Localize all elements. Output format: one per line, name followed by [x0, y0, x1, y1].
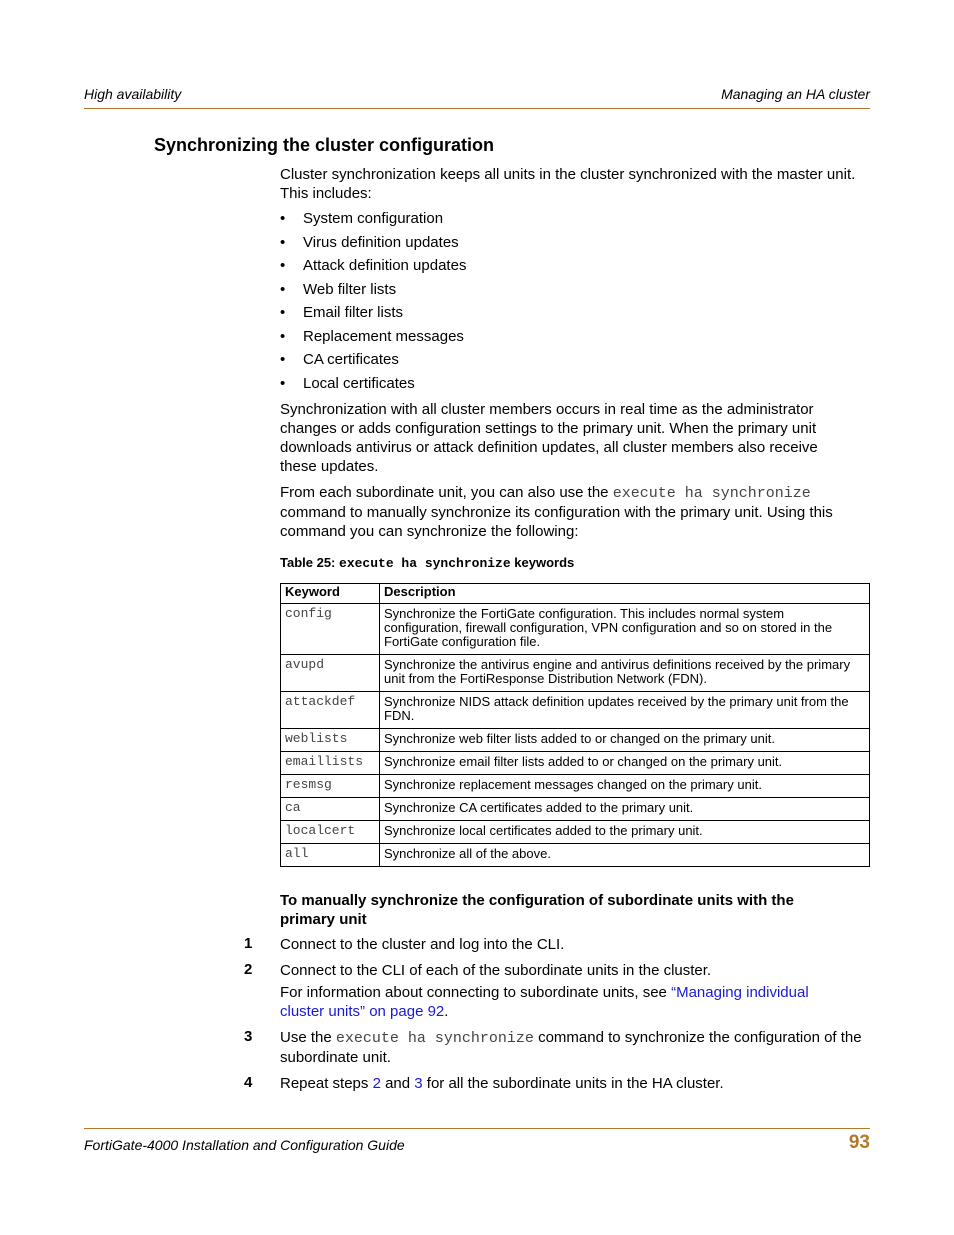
table-row [281, 775, 870, 798]
command-code: execute ha synchronize [335, 1030, 534, 1047]
header-chapter-label: Managing an HA cluster [721, 86, 870, 102]
keyword-cell: emaillists [281, 752, 380, 775]
step-text: Use the execute ha synchronize command to synchronize the configuration of the subordinate unit. [280, 1029, 862, 1066]
cross-reference-link[interactable]: “Managing individual cluster units” on page 92 [280, 984, 809, 1020]
column-header-description: Description [380, 584, 870, 604]
section-title: Synchronizing the cluster configuration [154, 135, 495, 155]
step-text: Connect to the cluster and log into the CLI. [280, 936, 565, 953]
command-code: execute ha synchronize [612, 485, 811, 502]
footer-rule [84, 1128, 870, 1129]
column-header-keyword: Keyword [281, 584, 380, 604]
keyword-cell: localcert [281, 821, 380, 844]
description-cell: Synchronize email filter lists added to or changed on the primary unit. [380, 752, 870, 775]
table-header-row [281, 584, 870, 604]
description-cell: Synchronize the FortiGate configuration. This includes normal system configuration, firewall configuration, VPN configuration and so on stored in the FortiGate configuration file. [380, 604, 870, 655]
table-row [281, 692, 870, 729]
header-section-label: High availability [84, 86, 182, 102]
sync-paragraph: Synchronization with all cluster members occurs in real time as the administrator changes or adds configuration settings to the primary unit. When the primary unit downloads antivirus or attack definition updates, all cluster members also receive these updates. [280, 401, 818, 475]
step-number: 4 [244, 1074, 253, 1091]
table-row [281, 729, 870, 752]
intro-paragraph: Cluster synchronization keeps all units in the cluster synchronized with the master unit. This includes: [280, 166, 856, 202]
description-cell: Synchronize NIDS attack definition updates received by the primary unit from the FDN. [380, 692, 870, 729]
keyword-cell: config [281, 604, 380, 655]
page-number: 93 [848, 1132, 870, 1153]
step-number: 1 [244, 935, 253, 952]
keywords-table [280, 583, 870, 867]
subordinate-paragraph: From each subordinate unit, you can also use the execute ha synchronize command to manually synchronize its configuration with the primary unit. Using this command you can synchronize the following: [280, 484, 833, 540]
table-row [281, 844, 870, 867]
step-number: 2 [244, 961, 253, 978]
keyword-cell: ca [281, 798, 380, 821]
procedure-title: To manually synchronize the configuration of subordinate units with the primary unit [280, 892, 794, 928]
table-row [281, 821, 870, 844]
keyword-cell: all [281, 844, 380, 867]
description-cell: Synchronize the antivirus engine and antivirus definitions received by the primary unit from the FortiResponse Distribution Network (FDN). [380, 655, 870, 692]
description-cell: Synchronize replacement messages changed on the primary unit. [380, 775, 870, 798]
header-rule [84, 108, 870, 109]
description-cell: Synchronize web filter lists added to or changed on the primary unit. [380, 729, 870, 752]
step-3-link[interactable]: 3 [414, 1075, 423, 1092]
description-cell: Synchronize CA certificates added to the primary unit. [380, 798, 870, 821]
keyword-cell: attackdef [281, 692, 380, 729]
table-row [281, 752, 870, 775]
keyword-cell: resmsg [281, 775, 380, 798]
step-number: 3 [244, 1028, 253, 1045]
keyword-cell: avupd [281, 655, 380, 692]
keyword-cell: weblists [281, 729, 380, 752]
table-row [281, 798, 870, 821]
description-cell: Synchronize local certificates added to the primary unit. [380, 821, 870, 844]
table-row [281, 604, 870, 655]
step-2-link[interactable]: 2 [372, 1075, 381, 1092]
step-text: Repeat steps 2 and 3 for all the subordinate units in the HA cluster. [280, 1075, 724, 1092]
table-row [281, 655, 870, 692]
description-cell: Synchronize all of the above. [380, 844, 870, 867]
table-caption: Table 25: execute ha synchronize keywords [280, 555, 575, 571]
footer-guide-title: FortiGate-4000 Installation and Configuration Guide [84, 1137, 405, 1153]
step-note: For information about connecting to subordinate units, see “Managing individual cluster units” on page 92. [280, 984, 809, 1020]
step-text: Connect to the CLI of each of the subordinate units in the cluster. [280, 962, 712, 979]
